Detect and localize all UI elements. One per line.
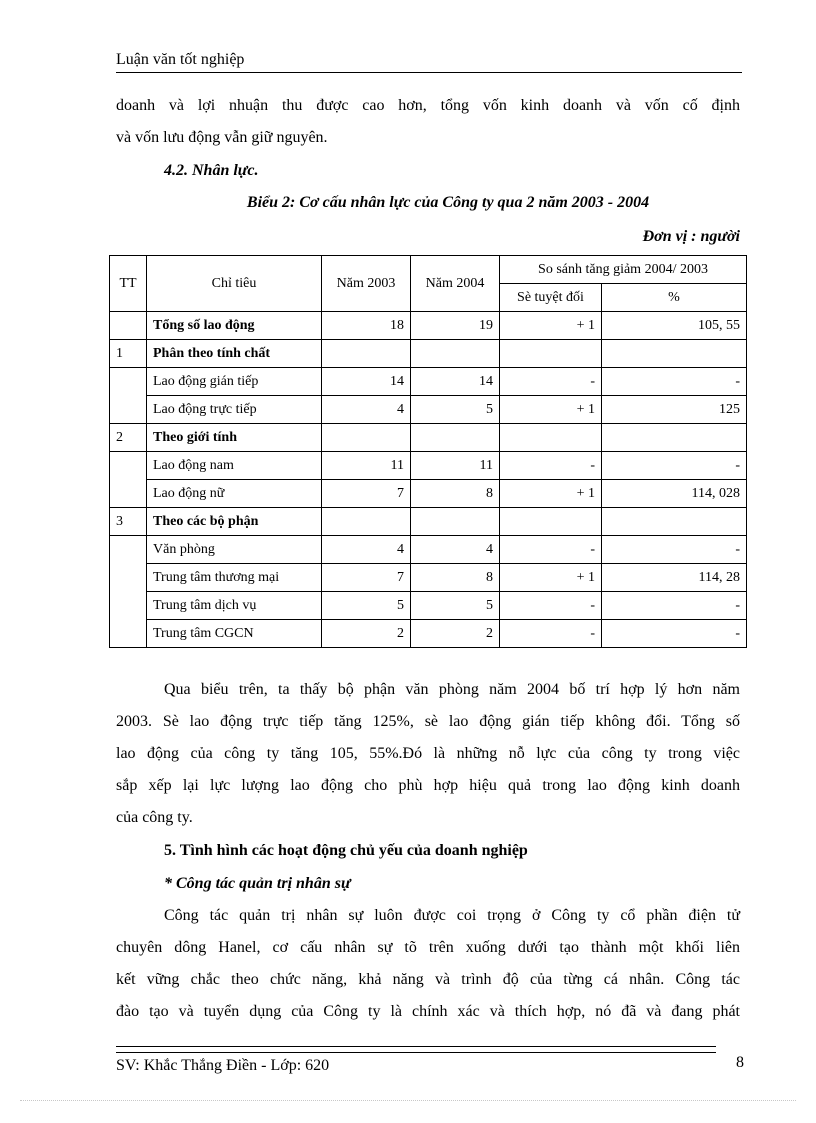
cell-label: Theo giới tính	[147, 424, 322, 452]
cell-tt	[110, 312, 147, 340]
cell-2004: 19	[411, 312, 500, 340]
cell-abs: -	[500, 368, 602, 396]
cell-2003: 7	[322, 480, 411, 508]
cell-2004: 8	[411, 480, 500, 508]
analysis-line-4: sắp xếp lại lực lượng lao động cho phù hợp hiệu quả trong lao động kinh doanh	[116, 777, 740, 794]
header-tt: TT	[110, 256, 147, 312]
cell-tt: 3	[110, 508, 147, 536]
cell-label: Trung tâm CGCN	[147, 620, 322, 648]
footer-author: SV: Khắc Thắng Điền - Lớp: 620	[116, 1057, 330, 1074]
cell-2004: 5	[411, 396, 500, 424]
cell-abs: + 1	[500, 396, 602, 424]
cell-label: Văn phòng	[147, 536, 322, 564]
cell-2004: 5	[411, 592, 500, 620]
cell-tt: 1	[110, 340, 147, 368]
section-5-line-1: Công tác quản trị nhân sự luôn được coi trọng ở Công ty cổ phần điện tử	[164, 907, 740, 924]
cell-pct	[602, 424, 747, 452]
cell-label: Tổng số lao động	[147, 312, 322, 340]
cell-pct	[602, 340, 747, 368]
cell-2003: 4	[322, 536, 411, 564]
cell-tt	[110, 368, 147, 396]
analysis-line-5: của công ty.	[116, 809, 193, 826]
cell-abs: + 1	[500, 480, 602, 508]
cell-label: Lao động nam	[147, 452, 322, 480]
cell-tt: 2	[110, 424, 147, 452]
analysis-line-3: lao động của công ty tăng 105, 55%.Đó là những nỗ lực của công ty trong việc	[116, 745, 740, 762]
header-nam-2004: Năm 2004	[411, 256, 500, 312]
cell-abs: -	[500, 592, 602, 620]
table-row	[110, 592, 747, 620]
table-row	[110, 424, 747, 452]
cell-abs	[500, 424, 602, 452]
cell-pct	[602, 508, 747, 536]
cell-2003	[322, 340, 411, 368]
table-row	[110, 620, 747, 648]
section-5-heading: 5. Tình hình các hoạt động chủ yếu của doanh nghiệp	[164, 842, 528, 859]
table-row	[110, 480, 747, 508]
cell-tt	[110, 396, 147, 424]
cell-label: Trung tâm dịch vụ	[147, 592, 322, 620]
table-unit: Đơn vị : người	[642, 228, 740, 245]
section-5-line-4: đào tạo và tuyển dụng của Công ty là chính xác và thích hợp, nó đã và đang phát	[116, 1003, 740, 1020]
cell-pct: 125	[602, 396, 747, 424]
cell-pct: -	[602, 592, 747, 620]
table-row	[110, 536, 747, 564]
page-edge-divider	[20, 1100, 796, 1101]
cell-pct: 114, 028	[602, 480, 747, 508]
table-row	[110, 564, 747, 592]
section-4-2-heading: 4.2. Nhân lực.	[164, 162, 259, 179]
cell-tt	[110, 536, 147, 564]
cell-2004: 14	[411, 368, 500, 396]
cell-2003	[322, 424, 411, 452]
cell-2003: 11	[322, 452, 411, 480]
header-so-sanh: So sánh tăng giảm 2004/ 2003	[500, 256, 747, 284]
cell-2004: 2	[411, 620, 500, 648]
footer-rule	[116, 1046, 716, 1053]
cell-2004: 8	[411, 564, 500, 592]
cell-pct: -	[602, 368, 747, 396]
intro-line-1: doanh và lợi nhuận thu được cao hơn, tổng vốn kinh doanh và vốn cố định	[116, 97, 740, 114]
header-nam-2003: Năm 2003	[322, 256, 411, 312]
cell-2003: 14	[322, 368, 411, 396]
cell-tt	[110, 452, 147, 480]
table-row	[110, 452, 747, 480]
cell-label: Lao động gián tiếp	[147, 368, 322, 396]
analysis-line-2: 2003. Sè lao động trực tiếp tăng 125%, sè lao động gián tiếp không đổi. Tổng số	[116, 713, 740, 730]
analysis-line-1: Qua biểu trên, ta thấy bộ phận văn phòng năm 2004 bố trí hợp lý hơn năm	[164, 681, 740, 698]
cell-label: Lao động nữ	[147, 480, 322, 508]
cell-pct: -	[602, 536, 747, 564]
header-tuyet-doi: Sè tuyệt đối	[500, 284, 602, 312]
cell-2004: 11	[411, 452, 500, 480]
header-chi-tieu: Chỉ tiêu	[147, 256, 322, 312]
table-row	[110, 368, 747, 396]
cell-2004	[411, 340, 500, 368]
cell-abs: -	[500, 620, 602, 648]
cell-abs: + 1	[500, 312, 602, 340]
table-row	[110, 508, 747, 536]
cell-pct: -	[602, 620, 747, 648]
cell-tt	[110, 564, 147, 592]
section-5-line-3: kết vững chắc theo chức năng, khả năng và trình độ của từng cá nhân. Công tác	[116, 971, 740, 988]
cell-label: Lao động trực tiếp	[147, 396, 322, 424]
cell-2003: 18	[322, 312, 411, 340]
cell-tt	[110, 620, 147, 648]
cell-label: Phân theo tính chất	[147, 340, 322, 368]
cell-2004	[411, 424, 500, 452]
table-caption: Biểu 2: Cơ cấu nhân lực của Công ty qua 2 năm 2003 - 2004	[246, 194, 650, 211]
cell-2003: 5	[322, 592, 411, 620]
cell-abs	[500, 508, 602, 536]
header-percent: %	[602, 284, 747, 312]
page-number: 8	[736, 1054, 744, 1071]
cell-abs: -	[500, 452, 602, 480]
cell-2003: 7	[322, 564, 411, 592]
page-header: Luận văn tốt nghiệp	[116, 50, 742, 73]
cell-tt	[110, 592, 147, 620]
cell-2004	[411, 508, 500, 536]
table-row	[110, 312, 747, 340]
section-5-subheading: * Công tác quản trị nhân sự	[164, 875, 351, 892]
cell-label: Trung tâm thương mại	[147, 564, 322, 592]
section-5-line-2: chuyên dông Hanel, cơ cấu nhân sự tõ trên xuống dưới tạo thành một khối liên	[116, 939, 740, 956]
cell-abs: + 1	[500, 564, 602, 592]
cell-pct: -	[602, 452, 747, 480]
table-row	[110, 340, 747, 368]
cell-pct: 114, 28	[602, 564, 747, 592]
workforce-table	[109, 255, 747, 648]
intro-line-2: và vốn lưu động vẫn giữ nguyên.	[116, 129, 328, 146]
cell-2003: 2	[322, 620, 411, 648]
table-row	[110, 396, 747, 424]
cell-2003	[322, 508, 411, 536]
cell-2003: 4	[322, 396, 411, 424]
cell-pct: 105, 55	[602, 312, 747, 340]
cell-tt	[110, 480, 147, 508]
cell-abs	[500, 340, 602, 368]
cell-abs: -	[500, 536, 602, 564]
cell-2004: 4	[411, 536, 500, 564]
cell-label: Theo các bộ phận	[147, 508, 322, 536]
